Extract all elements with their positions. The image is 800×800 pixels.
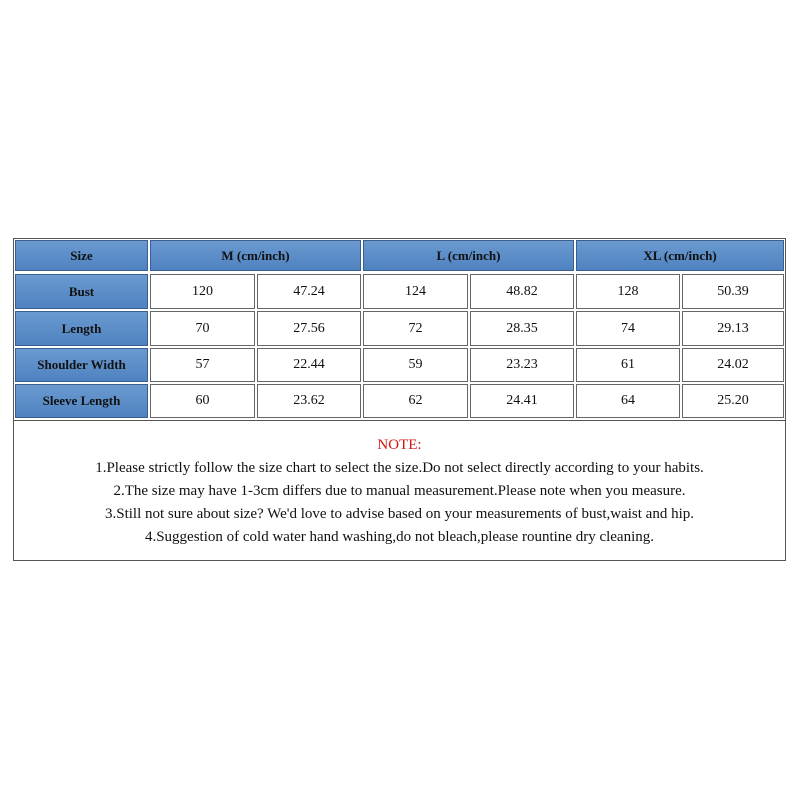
cell-bust-xl-inch: 50.39 (682, 274, 784, 309)
cell-length-l-cm: 72 (363, 311, 468, 346)
cell-sleeve-xl-cm: 64 (576, 384, 680, 418)
note-line-1: 1.Please strictly follow the size chart to select the size.Do not select directly according to your habits. (95, 460, 704, 476)
cell-length-xl-cm: 74 (576, 311, 680, 346)
notes-section (14, 420, 785, 560)
cell-shoulder-l-inch: 23.23 (470, 348, 574, 382)
note-title: NOTE: (377, 437, 422, 453)
size-chart (13, 238, 786, 561)
cell-length-xl-inch: 29.13 (682, 311, 784, 346)
cell-bust-xl-cm: 128 (576, 274, 680, 309)
note-line-3: 3.Still not sure about size? We'd love to advise based on your measurements of bust,waist and hip. (104, 506, 695, 522)
cell-sleeve-l-cm: 62 (363, 384, 468, 418)
cell-shoulder-xl-inch: 24.02 (682, 348, 784, 382)
cell-bust-m-cm: 120 (150, 274, 255, 309)
cell-length-l-inch: 28.35 (470, 311, 574, 346)
cell-sleeve-m-inch: 23.62 (257, 384, 361, 418)
cell-bust-l-inch: 48.82 (470, 274, 574, 309)
row-label-bust: Bust (15, 274, 148, 309)
row-label-length: Length (15, 311, 148, 346)
row-label-sleeve-length: Sleeve Length (15, 384, 148, 418)
note-line-2: 2.The size may have 1-3cm differs due to manual measurement.Please note when you measure. (113, 483, 686, 499)
header-l: L (cm/inch) (363, 240, 574, 271)
row-label-shoulder-width: Shoulder Width (15, 348, 148, 382)
cell-shoulder-l-cm: 59 (363, 348, 468, 382)
header-size: Size (15, 240, 148, 271)
cell-sleeve-xl-inch: 25.20 (682, 384, 784, 418)
header-m: M (cm/inch) (150, 240, 361, 271)
header-xl: XL (cm/inch) (576, 240, 784, 271)
cell-sleeve-m-cm: 60 (150, 384, 255, 418)
note-line-4: 4.Suggestion of cold water hand washing,do not bleach,please rountine dry cleaning. (144, 529, 655, 545)
cell-bust-l-cm: 124 (363, 274, 468, 309)
cell-sleeve-l-inch: 24.41 (470, 384, 574, 418)
cell-shoulder-xl-cm: 61 (576, 348, 680, 382)
cell-bust-m-inch: 47.24 (257, 274, 361, 309)
cell-length-m-cm: 70 (150, 311, 255, 346)
cell-length-m-inch: 27.56 (257, 311, 361, 346)
cell-shoulder-m-inch: 22.44 (257, 348, 361, 382)
cell-shoulder-m-cm: 57 (150, 348, 255, 382)
